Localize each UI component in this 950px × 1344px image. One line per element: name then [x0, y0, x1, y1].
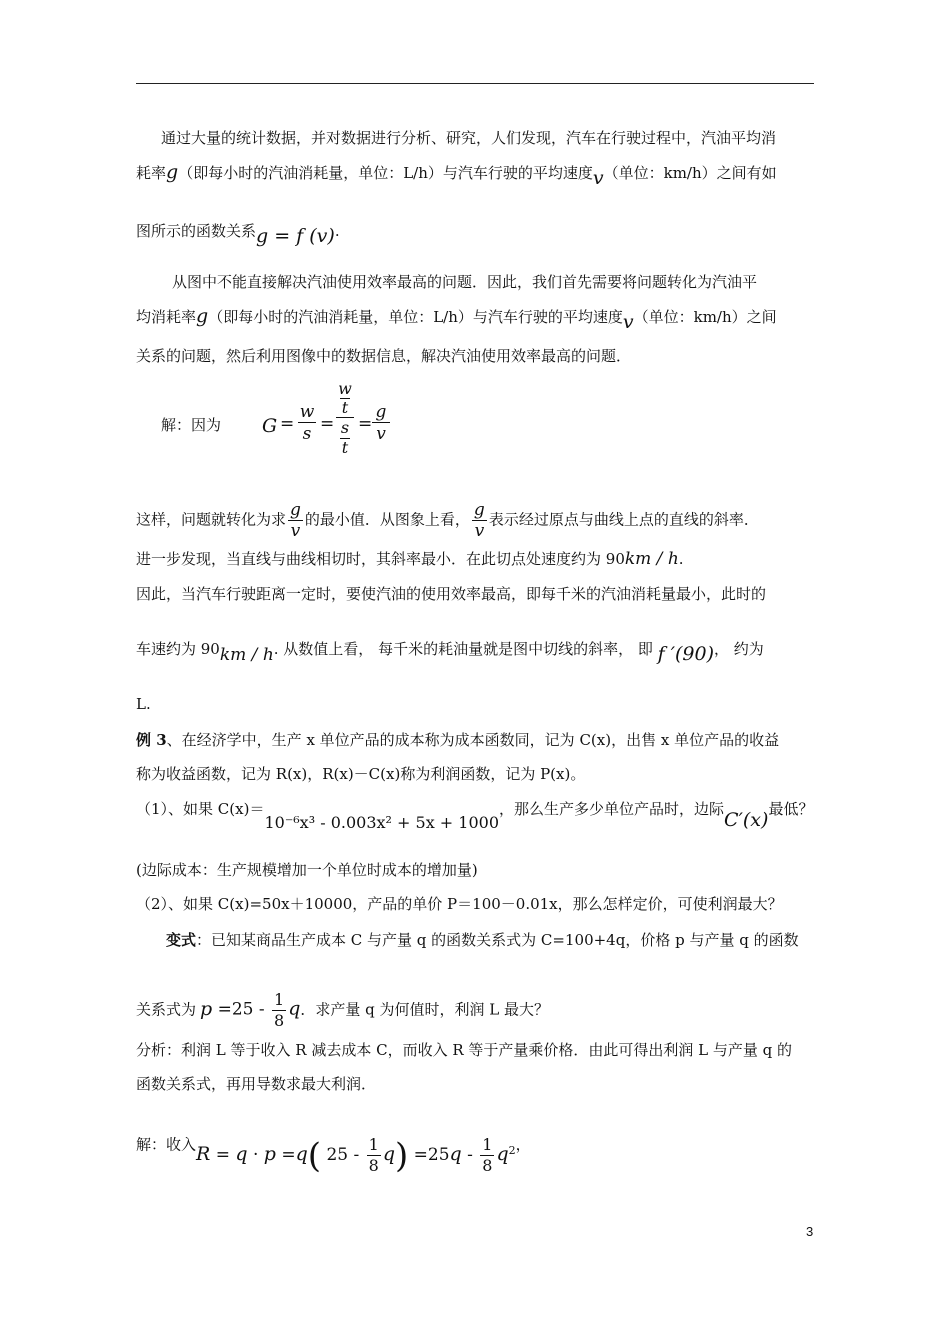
- p1-line1: 通过大量的统计数据，并对数据进行分析、研究，人们发现，汽车在行驶过程中，汽油平均消: [161, 129, 777, 147]
- page-number: 3: [806, 1224, 814, 1239]
- p3-line2: 进一步发现，当直线与曲线相切时，其斜率最小．在此切点处速度约为 90km / h.: [136, 549, 684, 569]
- f-prime-90: f ′(90): [657, 643, 715, 665]
- example3-line2: 称为收益函数，记为 R(x)，R(x)－C(x)称为利润函数，记为 P(x)。: [136, 765, 586, 783]
- frac-g-over-v: $\frac{g}{v}$: [290, 500, 301, 541]
- example3-q2: （2）、如果 C(x)=50x＋10000，产品的单价 P＝100－0.01x，那么怎样定价，可使利润最大？: [136, 895, 783, 913]
- revenue-solution: 解：收入R = q · p =q( 25 - $\frac{1}{8}$ q) =25q - $\frac{1}{8}$ $q^2$，: [136, 1135, 531, 1176]
- frac-g-over-v-2: $\frac{g}{v}$: [473, 500, 485, 541]
- p1-line2: 耗率g（即每小时的汽油消耗量，单位：L/h）与汽车行驶的平均速度v（单位：km/h）之间有如: [136, 161, 777, 189]
- formula-g-f-v: g = f (v): [256, 225, 335, 247]
- p3-line1: 这样，问题就转化为求 $\frac{g}{v}$ 的最小值．从图象上看， $\frac{g}{v}$ 表示经过原点与曲线上点的直线的斜率．: [136, 500, 759, 541]
- variant-line1: 变式：已知某商品生产成本 C 与产量 q 的函数关系式为 C=100+4q，价格 p 与产量 q 的函数: [166, 931, 799, 949]
- p2-line3: 关系的问题，然后利用图像中的数据信息，解决汽油使用效率最高的问题．: [136, 347, 632, 365]
- variant-label: 变式: [166, 931, 197, 949]
- frac-wt-st: w t s t: [336, 380, 354, 457]
- frac-one-eighth: $\frac{1}{8}$: [274, 990, 285, 1030]
- example3-q1: （1）、如果 C(x)＝10⁻⁶x³ - 0.003x² + 5x + 1000，那么生产多少单位产品时，边际C′(x)最低？: [136, 800, 814, 832]
- p3-line4: 车速约为 90km / h. 从数值上看， 每千米的耗油量就是图中切线的斜率， 即 f ′(90)， 约为: [136, 640, 764, 665]
- variant-line2: 关系式为 p =25 - $\frac{1}{8}$ q．求产量 q 为何值时，利润 L 最大？: [136, 990, 550, 1030]
- p2-line1: 从图中不能直接解决汽油使用效率最高的问题．因此，我们首先需要将问题转化为汽油平: [172, 273, 758, 291]
- c-prime-x: C′(x): [724, 809, 769, 831]
- p2-line2: 均消耗率g（即每小时的汽油消耗量，单位：L/h）与汽车行驶的平均速度v（单位：km/h）之间: [136, 305, 777, 333]
- example3-title: 例 3: [136, 731, 167, 749]
- frac-g-v: g v: [372, 402, 390, 445]
- analysis-line2: 函数关系式，再用导数求最大利润．: [136, 1075, 377, 1093]
- example3-note: (边际成本：生产规模增加一个单位时成本的增加量): [136, 861, 478, 879]
- frac-w-s: w s: [299, 402, 315, 444]
- cost-polynomial: 10⁻⁶x³ - 0.003x² + 5x + 1000: [264, 813, 500, 832]
- analysis-line1: 分析：利润 L 等于收入 R 减去成本 C，而收入 R 等于产量乘价格．由此可得出利润 L 与产量 q 的: [136, 1041, 793, 1059]
- solution1-label: 解：因为: [161, 416, 222, 434]
- p3-line5: L.: [136, 695, 151, 713]
- p1-line3: 图所示的函数关系g = f (v).: [136, 222, 340, 247]
- p3-line3: 因此，当汽车行驶距离一定时，要使汽油的使用效率最高，即每千米的汽油消耗量最小，此时的: [136, 585, 767, 603]
- header-rule: [136, 83, 814, 84]
- example3-line1: 例 3、在经济学中，生产 x 单位产品的成本称为成本函数同，记为 C(x)，出售 x 单位产品的收益: [136, 731, 780, 749]
